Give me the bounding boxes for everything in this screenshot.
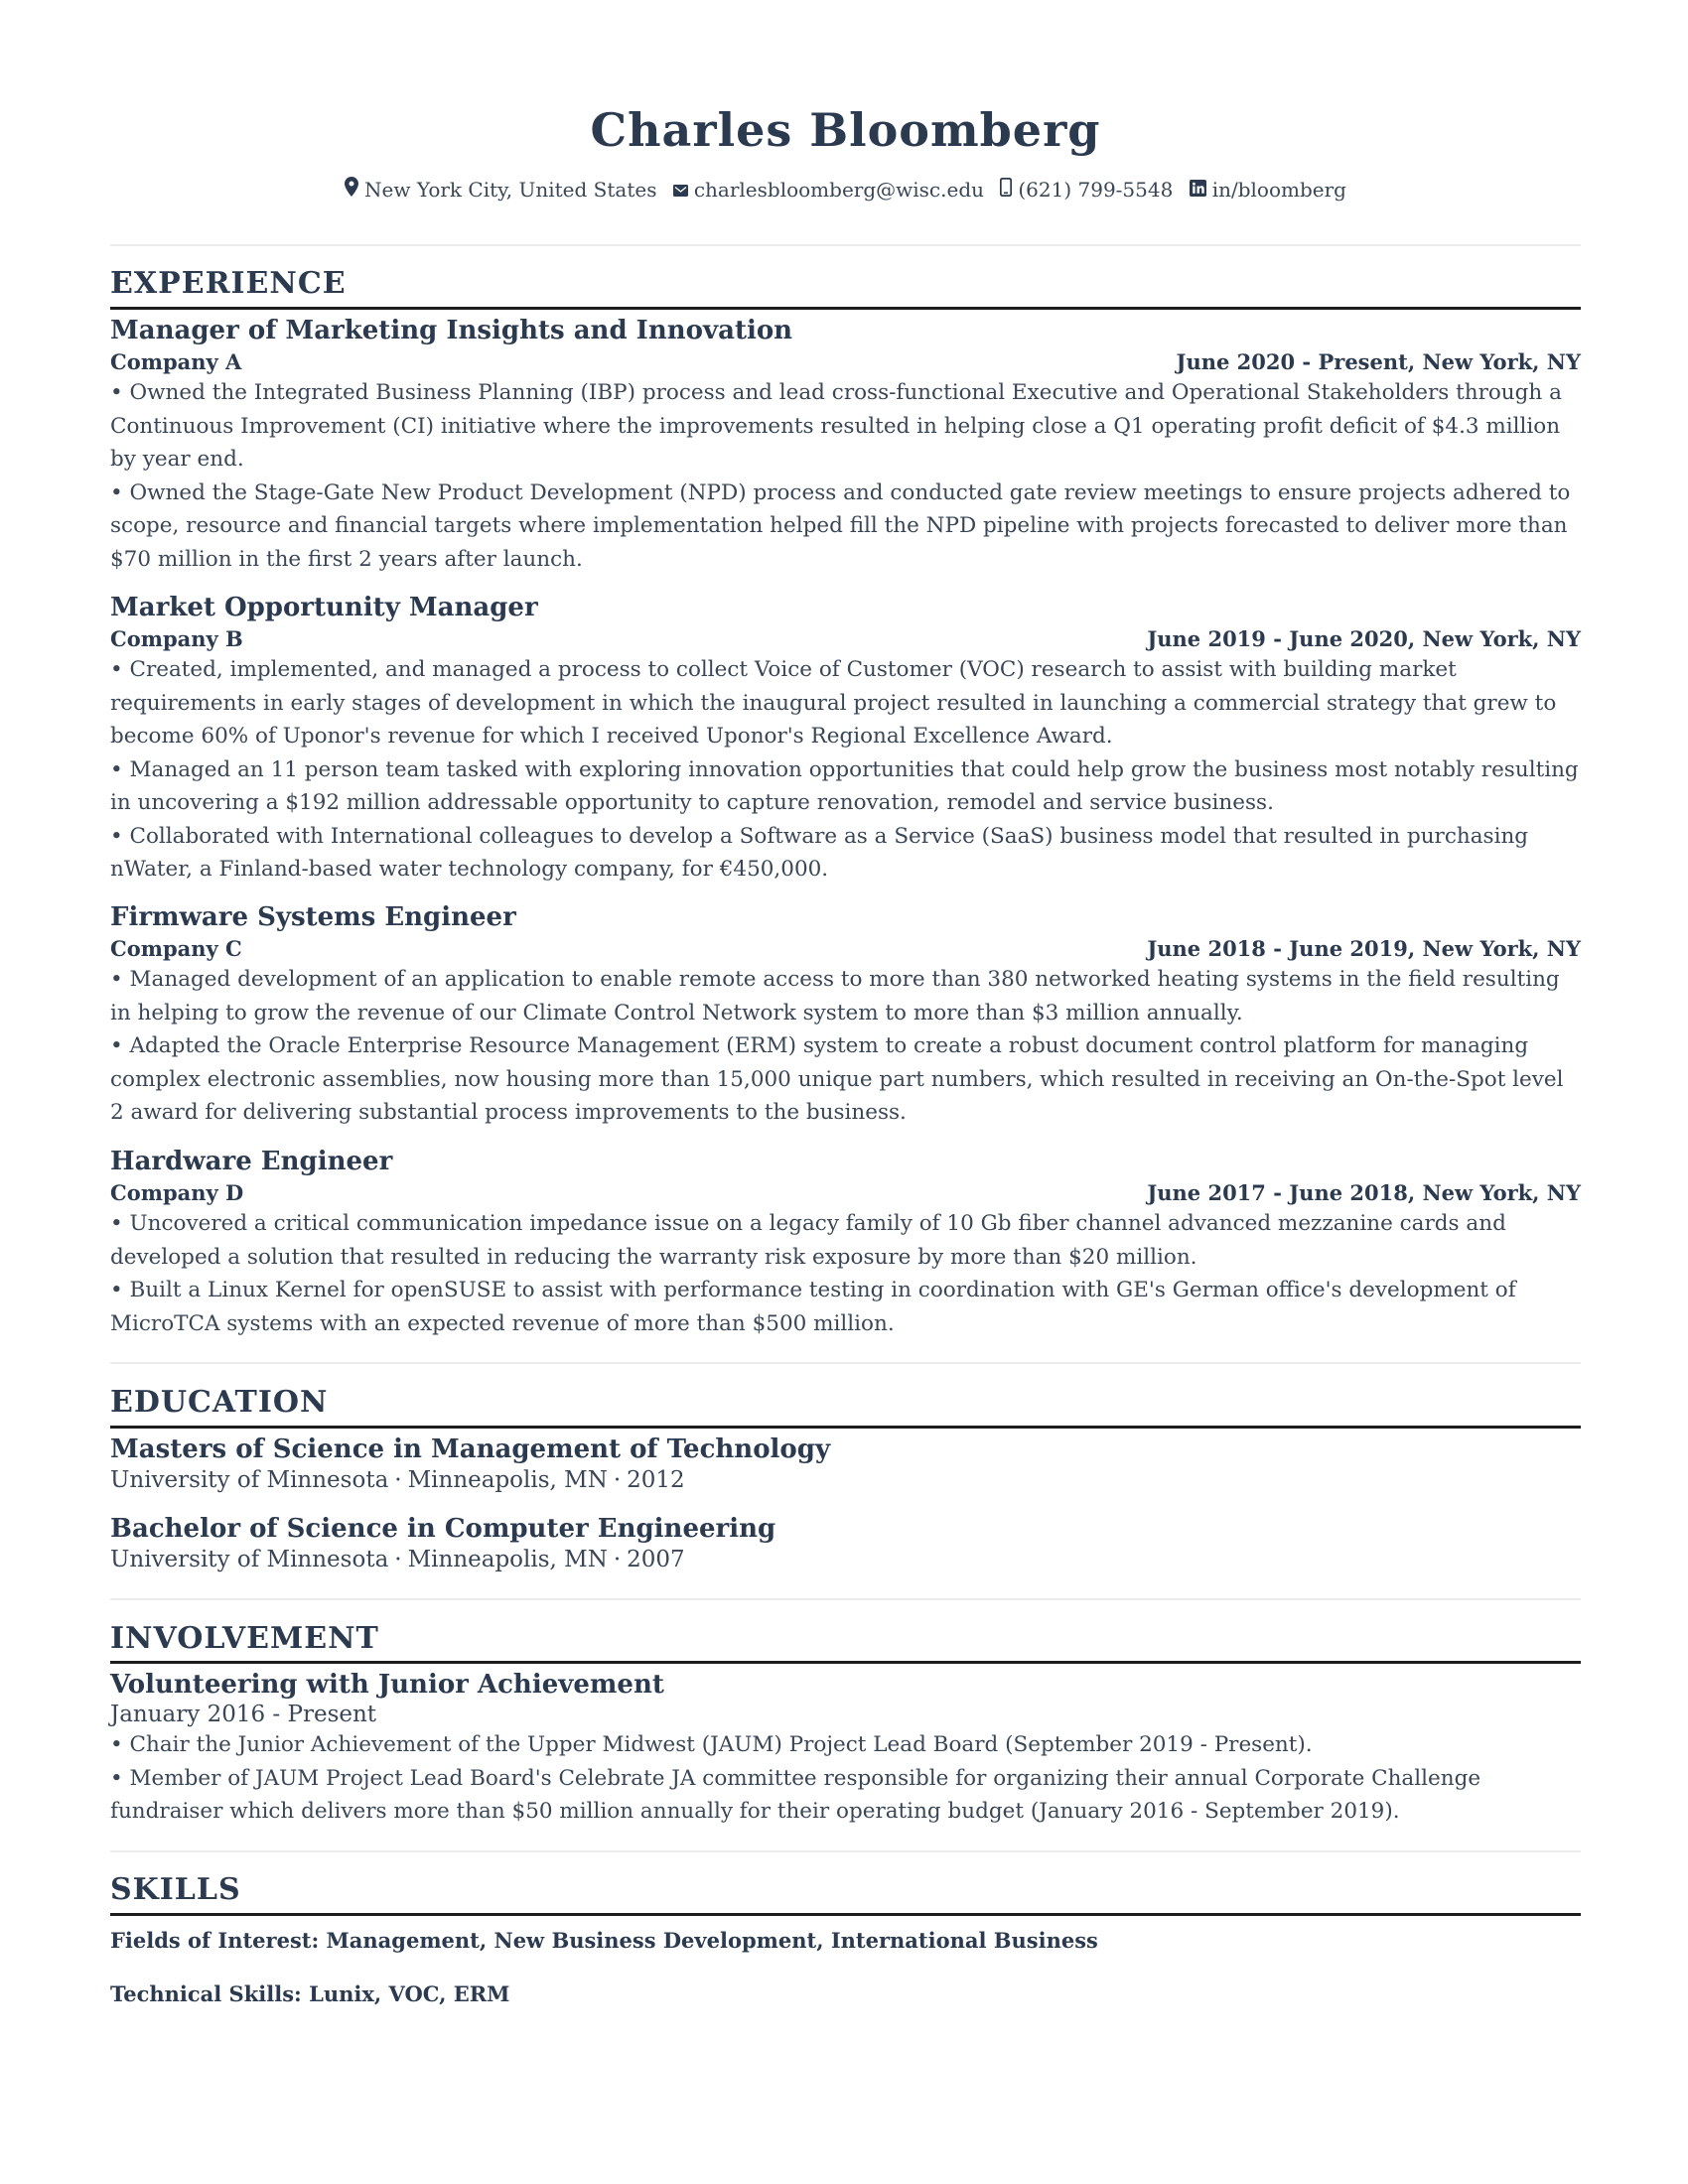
location-text: New York City, United States <box>364 177 657 202</box>
linkedin-icon <box>1190 178 1206 202</box>
job-dates-location: June 2018 - June 2019, New York, NY <box>1147 936 1581 961</box>
section-rule-experience <box>110 307 1581 310</box>
linkedin-link[interactable]: in/bloomberg <box>1211 178 1346 202</box>
bullet: • Owned the Stage-Gate New Product Development (NPD) process and conducted gate review meetings to ensure projects adhered to scope, resource and financial targets where implementation helped fill the NPD pipeline with projects forecasted to deliver more than $70 million in the first 2 years after launch. <box>110 479 1571 572</box>
school-location: Minneapolis, MN <box>407 1467 608 1493</box>
bullet: • Uncovered a critical communication impedance issue on a legacy family of 10 Gb fiber channel advanced mezzanine cards and developed a solution that resulted in reducing the warranty risk exposure by more than $20 million. <box>110 1211 1506 1270</box>
degree-title: Masters of Science in Management of Technology <box>110 1434 831 1464</box>
bullet: • Chair the Junior Achievement of the Upper Midwest (JAUM) Project Lead Board (September 2019 - Present). <box>110 1732 1313 1757</box>
involvement-bullets <box>110 1728 1581 1829</box>
job-meta <box>110 626 1581 651</box>
education-details <box>110 1547 685 1572</box>
separator-dot: · <box>394 1547 402 1572</box>
contact-line <box>110 177 1581 202</box>
involvement-dates: January 2016 - Present <box>110 1702 377 1727</box>
company-name: Company B <box>110 626 243 651</box>
contact-email[interactable] <box>673 178 984 202</box>
bullet: • Adapted the Oracle Enterprise Resource Management (ERM) system to create a robust document control platform for managing complex electronic assemblies, now housing more than 15,000 unique part numbers, which resulted in receiving an On-the-Spot level 2 award for delivering substantial process improvements to the business. <box>110 1033 1564 1125</box>
email-link[interactable]: charlesbloomberg@wisc.edu <box>693 178 984 202</box>
contact-location <box>345 177 656 202</box>
skills-fields-of-interest: Fields of Interest: Management, New Business Development, International Business <box>110 1928 1098 1953</box>
school-name: University of Minnesota <box>110 1547 389 1572</box>
job-dates-location: June 2019 - June 2020, New York, NY <box>1147 626 1581 651</box>
company-name: Company C <box>110 936 242 961</box>
header-divider <box>110 244 1581 246</box>
candidate-name: Charles Bloomberg <box>590 103 1101 157</box>
school-name: University of Minnesota <box>110 1467 389 1493</box>
education-details <box>110 1467 685 1493</box>
job-bullets <box>110 653 1581 887</box>
contact-linkedin[interactable] <box>1190 178 1346 202</box>
bullet: • Collaborated with International colleagues to develop a Software as a Service (SaaS) business model that resulted in purchasing nWater, a Finland-based water technology company, for €450,000. <box>110 823 1529 882</box>
school-location: Minneapolis, MN <box>407 1547 608 1572</box>
job-title: Firmware Systems Engineer <box>110 902 516 932</box>
section-rule-skills <box>110 1913 1581 1916</box>
section-rule-involvement <box>110 1661 1581 1664</box>
job-bullets <box>110 376 1581 576</box>
bullet: • Managed development of an application to enable remote access to more than 380 networked heating systems in the field resulting in helping to grow the revenue of our Climate Control Network system to more than $3 million annually. <box>110 967 1560 1025</box>
company-name: Company A <box>110 349 242 374</box>
bullet: • Owned the Integrated Business Planning (IBP) process and lead cross-functional Executive and Operational Stakeholders through a Continuous Improvement (CI) initiative where the improvements resulted in helping close a Q1 operating profit deficit of $4.3 million by year end. <box>110 380 1562 472</box>
section-divider <box>110 1850 1581 1852</box>
separator-dot: · <box>394 1467 402 1493</box>
section-divider <box>110 1362 1581 1364</box>
involvement-title: Volunteering with Junior Achievement <box>110 1670 664 1700</box>
contact-phone <box>1000 178 1173 202</box>
company-name: Company D <box>110 1180 244 1205</box>
job-meta <box>110 1180 1581 1205</box>
job-dates-location: June 2017 - June 2018, New York, NY <box>1147 1180 1581 1205</box>
degree-title: Bachelor of Science in Computer Engineering <box>110 1514 776 1544</box>
job-meta <box>110 936 1581 961</box>
bullet: • Created, implemented, and managed a process to collect Voice of Customer (VOC) research to assist with building market requirements in early stages of development in which the inaugural project resulted in launching a commercial strategy that grew to become 60% of Uponor's revenue for which I received Uponor's Regional Excellence Award. <box>110 657 1557 749</box>
job-dates-location: June 2020 - Present, New York, NY <box>1176 349 1581 374</box>
skills-technical: Technical Skills: Lunix, VOC, ERM <box>110 1981 510 2006</box>
job-meta <box>110 349 1581 374</box>
separator-dot: · <box>613 1547 622 1572</box>
section-title-education: EDUCATION <box>110 1385 329 1420</box>
job-title: Manager of Marketing Insights and Innovation <box>110 316 793 345</box>
graduation-year: 2012 <box>627 1467 685 1493</box>
section-title-experience: EXPERIENCE <box>110 266 347 301</box>
job-bullets <box>110 963 1581 1130</box>
bullet: • Managed an 11 person team tasked with exploring innovation opportunities that could help grow the business most notably resulting in uncovering a $192 million addressable opportunity to capture renovation, remodel and service business. <box>110 756 1579 815</box>
section-rule-education <box>110 1426 1581 1429</box>
mobile-phone-icon <box>1000 178 1012 202</box>
separator-dot: · <box>613 1467 622 1493</box>
job-bullets <box>110 1207 1581 1340</box>
section-title-skills: SKILLS <box>110 1872 241 1907</box>
section-divider <box>110 1598 1581 1600</box>
section-title-involvement: INVOLVEMENT <box>110 1621 379 1656</box>
graduation-year: 2007 <box>627 1547 685 1572</box>
job-title: Market Opportunity Manager <box>110 593 538 622</box>
bullet: • Built a Linux Kernel for openSUSE to assist with performance testing in coordination with GE's German office's development of MicroTCA systems with an expected revenue of more than $500 million. <box>110 1278 1516 1336</box>
phone-text: (621) 799-5548 <box>1018 178 1174 202</box>
job-title: Hardware Engineer <box>110 1147 393 1176</box>
envelope-icon <box>673 178 688 202</box>
map-pin-icon <box>345 177 358 202</box>
bullet: • Member of JAUM Project Lead Board's Celebrate JA committee responsible for organizing their annual Corporate Challenge fundraiser which delivers more than $50 million annually for their operating budget (January 2016 - September 2019). <box>110 1765 1481 1824</box>
